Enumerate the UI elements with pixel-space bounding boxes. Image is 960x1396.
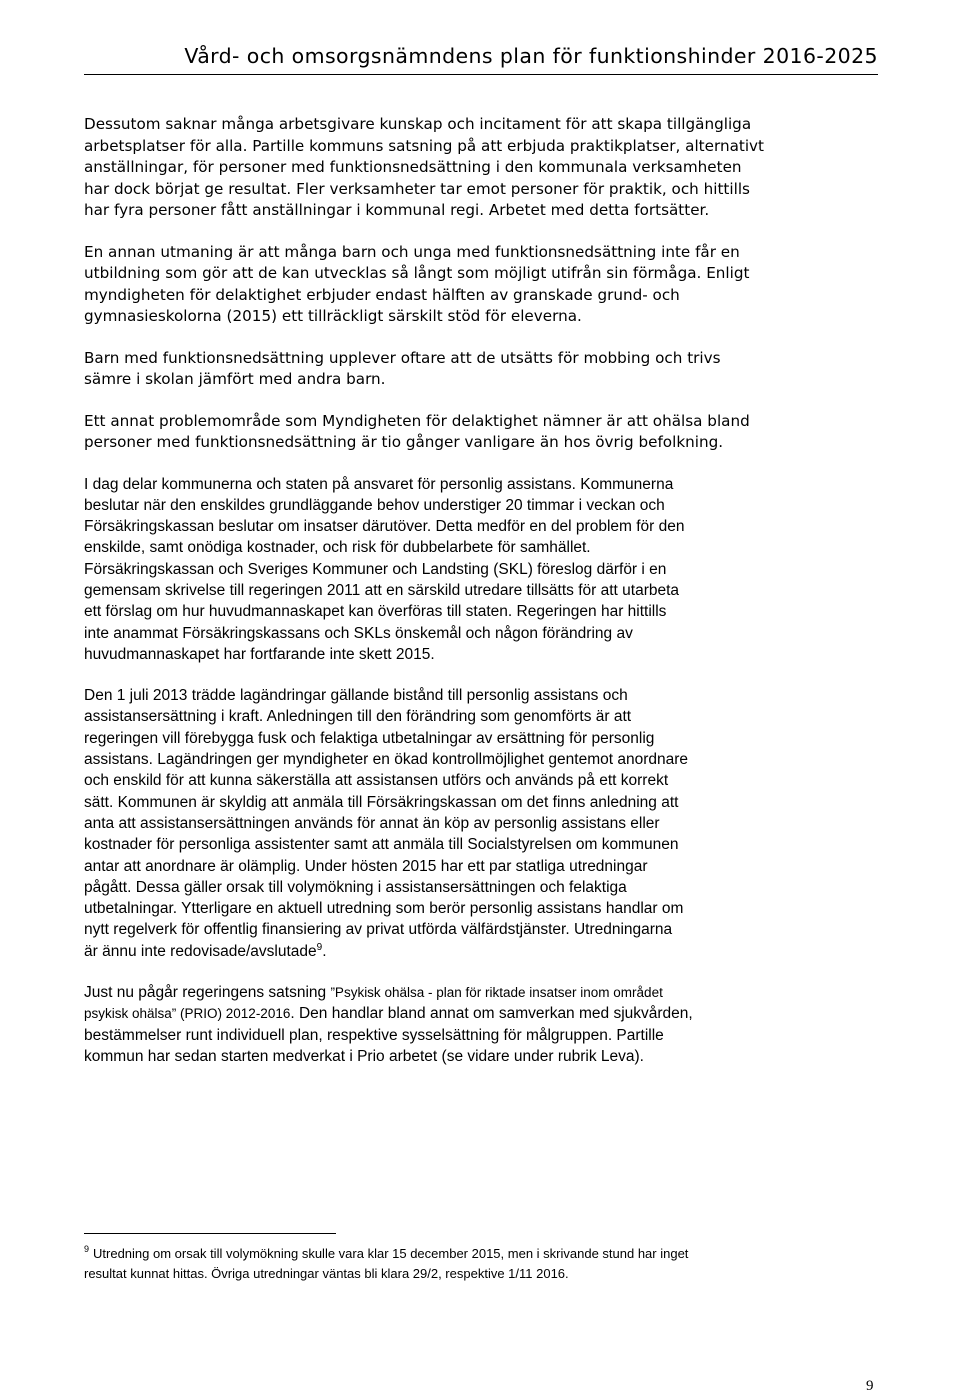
- text-line: personer med funktionsnedsättning är tio gånger vanligare än hos övrig befolkning.: [84, 433, 724, 451]
- text-line: gymnasieskolorna (2015) ett tillräckligt särskilt stöd för eleverna.: [84, 307, 582, 325]
- text-line: Försäkringskassan beslutar om insatser därutöver. Detta medför en del problem för den: [84, 518, 685, 536]
- page-header: Vård- och omsorgsnämndens plan för funktionshinder 2016-2025: [184, 44, 878, 68]
- paragraph: [84, 242, 874, 328]
- text-line: och enskild för att kunna säkerställa att assistansen utförs och används på ett korrekt: [84, 772, 669, 790]
- footnote-text: Utredning om orsak till volymökning skulle vara klar 15 december 2015, men i skrivande stund har inget: [93, 1246, 689, 1261]
- text-line: beslutar när den enskildes grundläggande behov understiger 20 timmar i veckan och: [84, 496, 665, 514]
- text-line: kostnader för personliga assistenter samt att anmäla till Socialstyrelsen om kommunen: [84, 836, 679, 854]
- text-line: arbetsplatser för alla. Partille kommuns satsning på att erbjuda praktikplatser, alternativt: [84, 136, 764, 155]
- text-line: kommun har sedan starten medverkat i Prio arbetet (se vidare under rubrik Leva).: [84, 1047, 644, 1065]
- quoted-plan-title: psykisk ohälsa” (PRIO) 2012-2016: [84, 1006, 291, 1022]
- text-line: utbetalningar. Ytterligare en aktuell utredning som berör personlig assistans handlar om: [84, 900, 684, 918]
- header-divider: [84, 74, 878, 75]
- paragraph: [84, 114, 874, 222]
- text-line: antar att anordnare är olämplig. Under hösten 2015 har ett par statliga utredningar: [84, 857, 648, 875]
- quoted-plan-title: ”Psykisk ohälsa - plan för riktade insatser inom området: [330, 985, 663, 1001]
- footnote-line: resultat kunnat hittas. Övriga utredningar väntas bli klara 29/2, respektive 1/11 2016.: [84, 1265, 569, 1281]
- paragraph: [84, 685, 874, 962]
- text-span: .: [322, 942, 327, 960]
- text-line: regeringen vill förebygga fusk och felaktiga utbetalningar av ersättning för personlig: [84, 729, 655, 747]
- text-line: gemensam skrivelse till regeringen 2011 att en särskild utredare tillsätts för att utarbeta: [84, 581, 680, 599]
- text-line: anta att assistansersättningen används för annat än köp av personlig assistans eller: [84, 814, 660, 832]
- text-line: bestämmelser runt individuell plan, respektive sysselsättning för målgruppen. Partille: [84, 1026, 664, 1044]
- text-line: Försäkringskassan och Sveriges Kommuner och Landsting (SKL) föreslog därför i en: [84, 560, 667, 578]
- text-line: myndigheten för delaktighet erbjuder endast hälften av granskade grund- och: [84, 285, 680, 304]
- paragraph: [84, 982, 874, 1067]
- text-line: har fyra personer fått anställningar i kommunal regi. Arbetet med detta fortsätter.: [84, 201, 710, 219]
- footnote-number: 9: [84, 1244, 90, 1254]
- text-line: ett förslag om hur huvudmannaskapet kan överföras till staten. Regeringen har hittills: [84, 603, 667, 621]
- footnote-divider: [84, 1233, 336, 1234]
- text-line: Den 1 juli 2013 trädde lagändringar gällande bistånd till personlig assistans och: [84, 687, 628, 705]
- text-line: Ett annat problemområde som Myndigheten för delaktighet nämner är att ohälsa bland: [84, 411, 750, 430]
- text-line: En annan utmaning är att många barn och unga med funktionsnedsättning inte får en: [84, 242, 740, 261]
- text-line: assistansersättning i kraft. Anledningen till den förändring som genomförts är att: [84, 708, 632, 726]
- text-line: sämre i skolan jämfört med andra barn.: [84, 370, 386, 388]
- text-line: inte anammat Försäkringskassans och SKLs önskemål och någon förändring av: [84, 624, 633, 642]
- paragraph: [84, 411, 874, 454]
- text-line: utbildning som gör att de kan utvecklas så långt som möjligt utifrån sin förmåga. Enligt: [84, 264, 750, 282]
- footnote-reference[interactable]: 9: [316, 941, 323, 953]
- footnote-line: [84, 1244, 874, 1264]
- text-line: pågått. Dessa gäller orsak till volymökning i assistansersättningen och felaktiga: [84, 878, 627, 896]
- text-line: [84, 941, 874, 962]
- text-line: Dessutom saknar många arbetsgivare kunskap och incitament för att skapa tillgängliga: [84, 115, 752, 133]
- text-line: har dock börjat ge resultat. Fler verksamheter tar emot personer för praktik, och hittills: [84, 179, 750, 198]
- paragraph: [84, 474, 874, 666]
- text-line: assistans. Lagändringen ger myndigheter en ökad kontrollmöjlighet gentemot anordnare: [84, 751, 689, 769]
- document-body: [84, 114, 874, 1087]
- text-line: huvudmannaskapet har fortfarande inte skett 2015.: [84, 645, 435, 663]
- text-span: Just nu pågår regeringens satsning: [84, 984, 331, 1002]
- text-line: anställningar, för personer med funktionsnedsättning i den kommunala verksamheten: [84, 158, 742, 176]
- text-line: nytt regelverk för offentlig finansiering av privat utförda välfärdstjänster. Utredningarna: [84, 921, 673, 939]
- text-line: Barn med funktionsnedsättning upplever oftare att de utsätts för mobbing och trivs: [84, 348, 721, 367]
- footnote: [84, 1244, 874, 1283]
- text-line: [84, 982, 874, 1003]
- text-span: . Den handlar bland annat om samverkan med sjukvården,: [290, 1005, 693, 1023]
- paragraph: [84, 348, 874, 391]
- page-number: 9: [866, 1378, 874, 1394]
- text-line: I dag delar kommunerna och staten på ansvaret för personlig assistans. Kommunerna: [84, 475, 674, 493]
- text-line: [84, 1003, 874, 1024]
- text-span: är ännu inte redovisade/avslutade: [84, 942, 317, 960]
- text-line: sätt. Kommunen är skyldig att anmäla till Försäkringskassan om det finns anledning att: [84, 793, 679, 811]
- text-line: enskilde, samt onödiga kostnader, och risk för dubbelarbete för samhället.: [84, 539, 591, 557]
